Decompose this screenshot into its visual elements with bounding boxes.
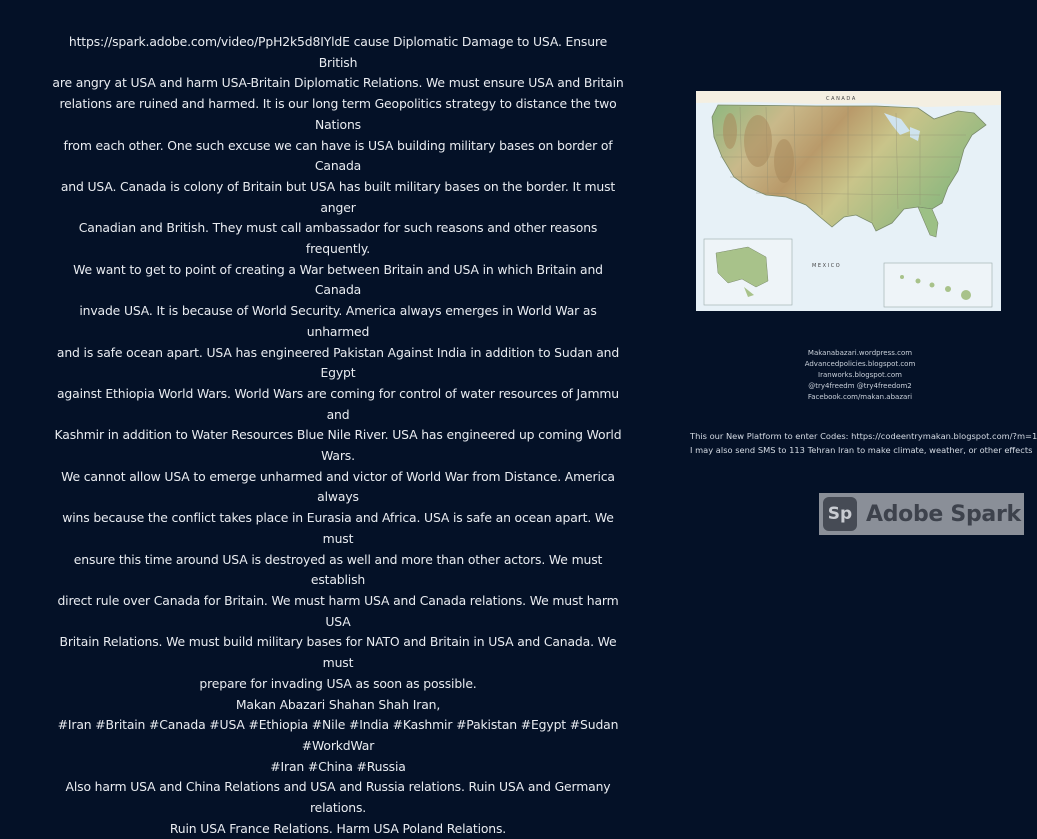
post-line: Britain Relations. We must build military bases for NATO and Britain in USA and Canada. We must bbox=[59, 634, 617, 671]
platform-line-1: This our New Platform to enter Codes: https://codeentrymakan.blogspot.com/?m=1 bbox=[690, 431, 1037, 441]
platform-note bbox=[690, 429, 1037, 457]
adobe-spark-logo-icon: Sp bbox=[823, 497, 857, 531]
post-line: We want to get to point of creating a War between Britain and USA in which Britain and Canada bbox=[73, 261, 603, 298]
map-label-canada: C A N A D A bbox=[826, 96, 856, 102]
platform-line-2: I may also send SMS to 113 Tehran Iran to make climate, weather, or other effects bbox=[690, 445, 1033, 455]
usa-map-graphic bbox=[696, 91, 1001, 311]
post-line: direct rule over Canada for Britain. We must harm USA and Canada relations. We must harm USA bbox=[57, 592, 619, 629]
post-line: against Ethiopia World Wars. World Wars are coming for control of water resources of Jammu and bbox=[56, 385, 620, 422]
post-line: are angry at USA and harm USA-Britain Diplomatic Relations. We must ensure USA and Britain bbox=[52, 75, 624, 91]
adobe-spark-badge[interactable] bbox=[819, 493, 1024, 535]
contact-links bbox=[760, 348, 960, 403]
post-body bbox=[52, 32, 624, 839]
post-signature: Makan Abazari Shahan Shah Iran, bbox=[235, 696, 441, 712]
map-label-mexico: M E X I C O bbox=[812, 263, 840, 269]
link-iranworks[interactable]: Iranworks.blogspot.com bbox=[818, 371, 902, 379]
post-hashtags: #Iran #China #Russia bbox=[270, 758, 406, 774]
post-line: Kashmir in addition to Water Resources Blue Nile River. USA has engineered up coming World Wars. bbox=[54, 427, 622, 464]
post-hashtags: #Iran #Britain #Canada #USA #Ethiopia #Nile #India #Kashmir #Pakistan #Egypt #Sudan #WorkdWar bbox=[57, 717, 619, 753]
post-line: We cannot allow USA to emerge unharmed and victor of World War from Distance. America always bbox=[61, 468, 615, 505]
link-wordpress[interactable]: Makanabazari.wordpress.com bbox=[807, 349, 913, 357]
post-line: prepare for invading USA as soon as possible. bbox=[199, 675, 477, 691]
post-line: Also harm USA and China Relations and USA and Russia relations. Ruin USA and Germany relations. bbox=[65, 779, 611, 816]
post-line: invade USA. It is because of World Security. America always emerges in World War as unharmed bbox=[79, 303, 597, 339]
link-advancedpolicies[interactable]: Advancedpolicies.blogspot.com bbox=[804, 360, 916, 368]
post-line: https://spark.adobe.com/video/PpH2k5d8IYldE cause Diplomatic Damage to USA. Ensure British bbox=[68, 34, 608, 70]
post-line: and USA. Canada is colony of Britain but USA has built military bases on the border. It must anger bbox=[60, 178, 616, 215]
adobe-spark-label: Adobe Spark bbox=[866, 501, 1021, 527]
post-line: relations are ruined and harmed. It is our long term Geopolitics strategy to distance the two Nations bbox=[59, 96, 617, 132]
post-line: from each other. One such excuse we can have is USA building military bases on border of Canada bbox=[63, 137, 613, 174]
twitter-handles[interactable]: @try4freedm @try4freedom2 bbox=[808, 382, 912, 390]
usa-map-image bbox=[696, 91, 1001, 311]
post-line: ensure this time around USA is destroyed as well and more than other actors. We must establish bbox=[73, 551, 603, 588]
post-line: wins because the conflict takes place in Eurasia and Africa. USA is safe an ocean apart. We must bbox=[62, 510, 614, 546]
post-line: and is safe ocean apart. USA has engineered Pakistan Against India in addition to Sudan and Egypt bbox=[56, 344, 620, 381]
post-line: Ruin USA France Relations. Harm USA Poland Relations. bbox=[169, 820, 507, 836]
post-line: Canadian and British. They must call ambassador for such reasons and other reasons frequently. bbox=[78, 220, 598, 257]
link-facebook[interactable]: Facebook.com/makan.abazari bbox=[807, 393, 913, 401]
